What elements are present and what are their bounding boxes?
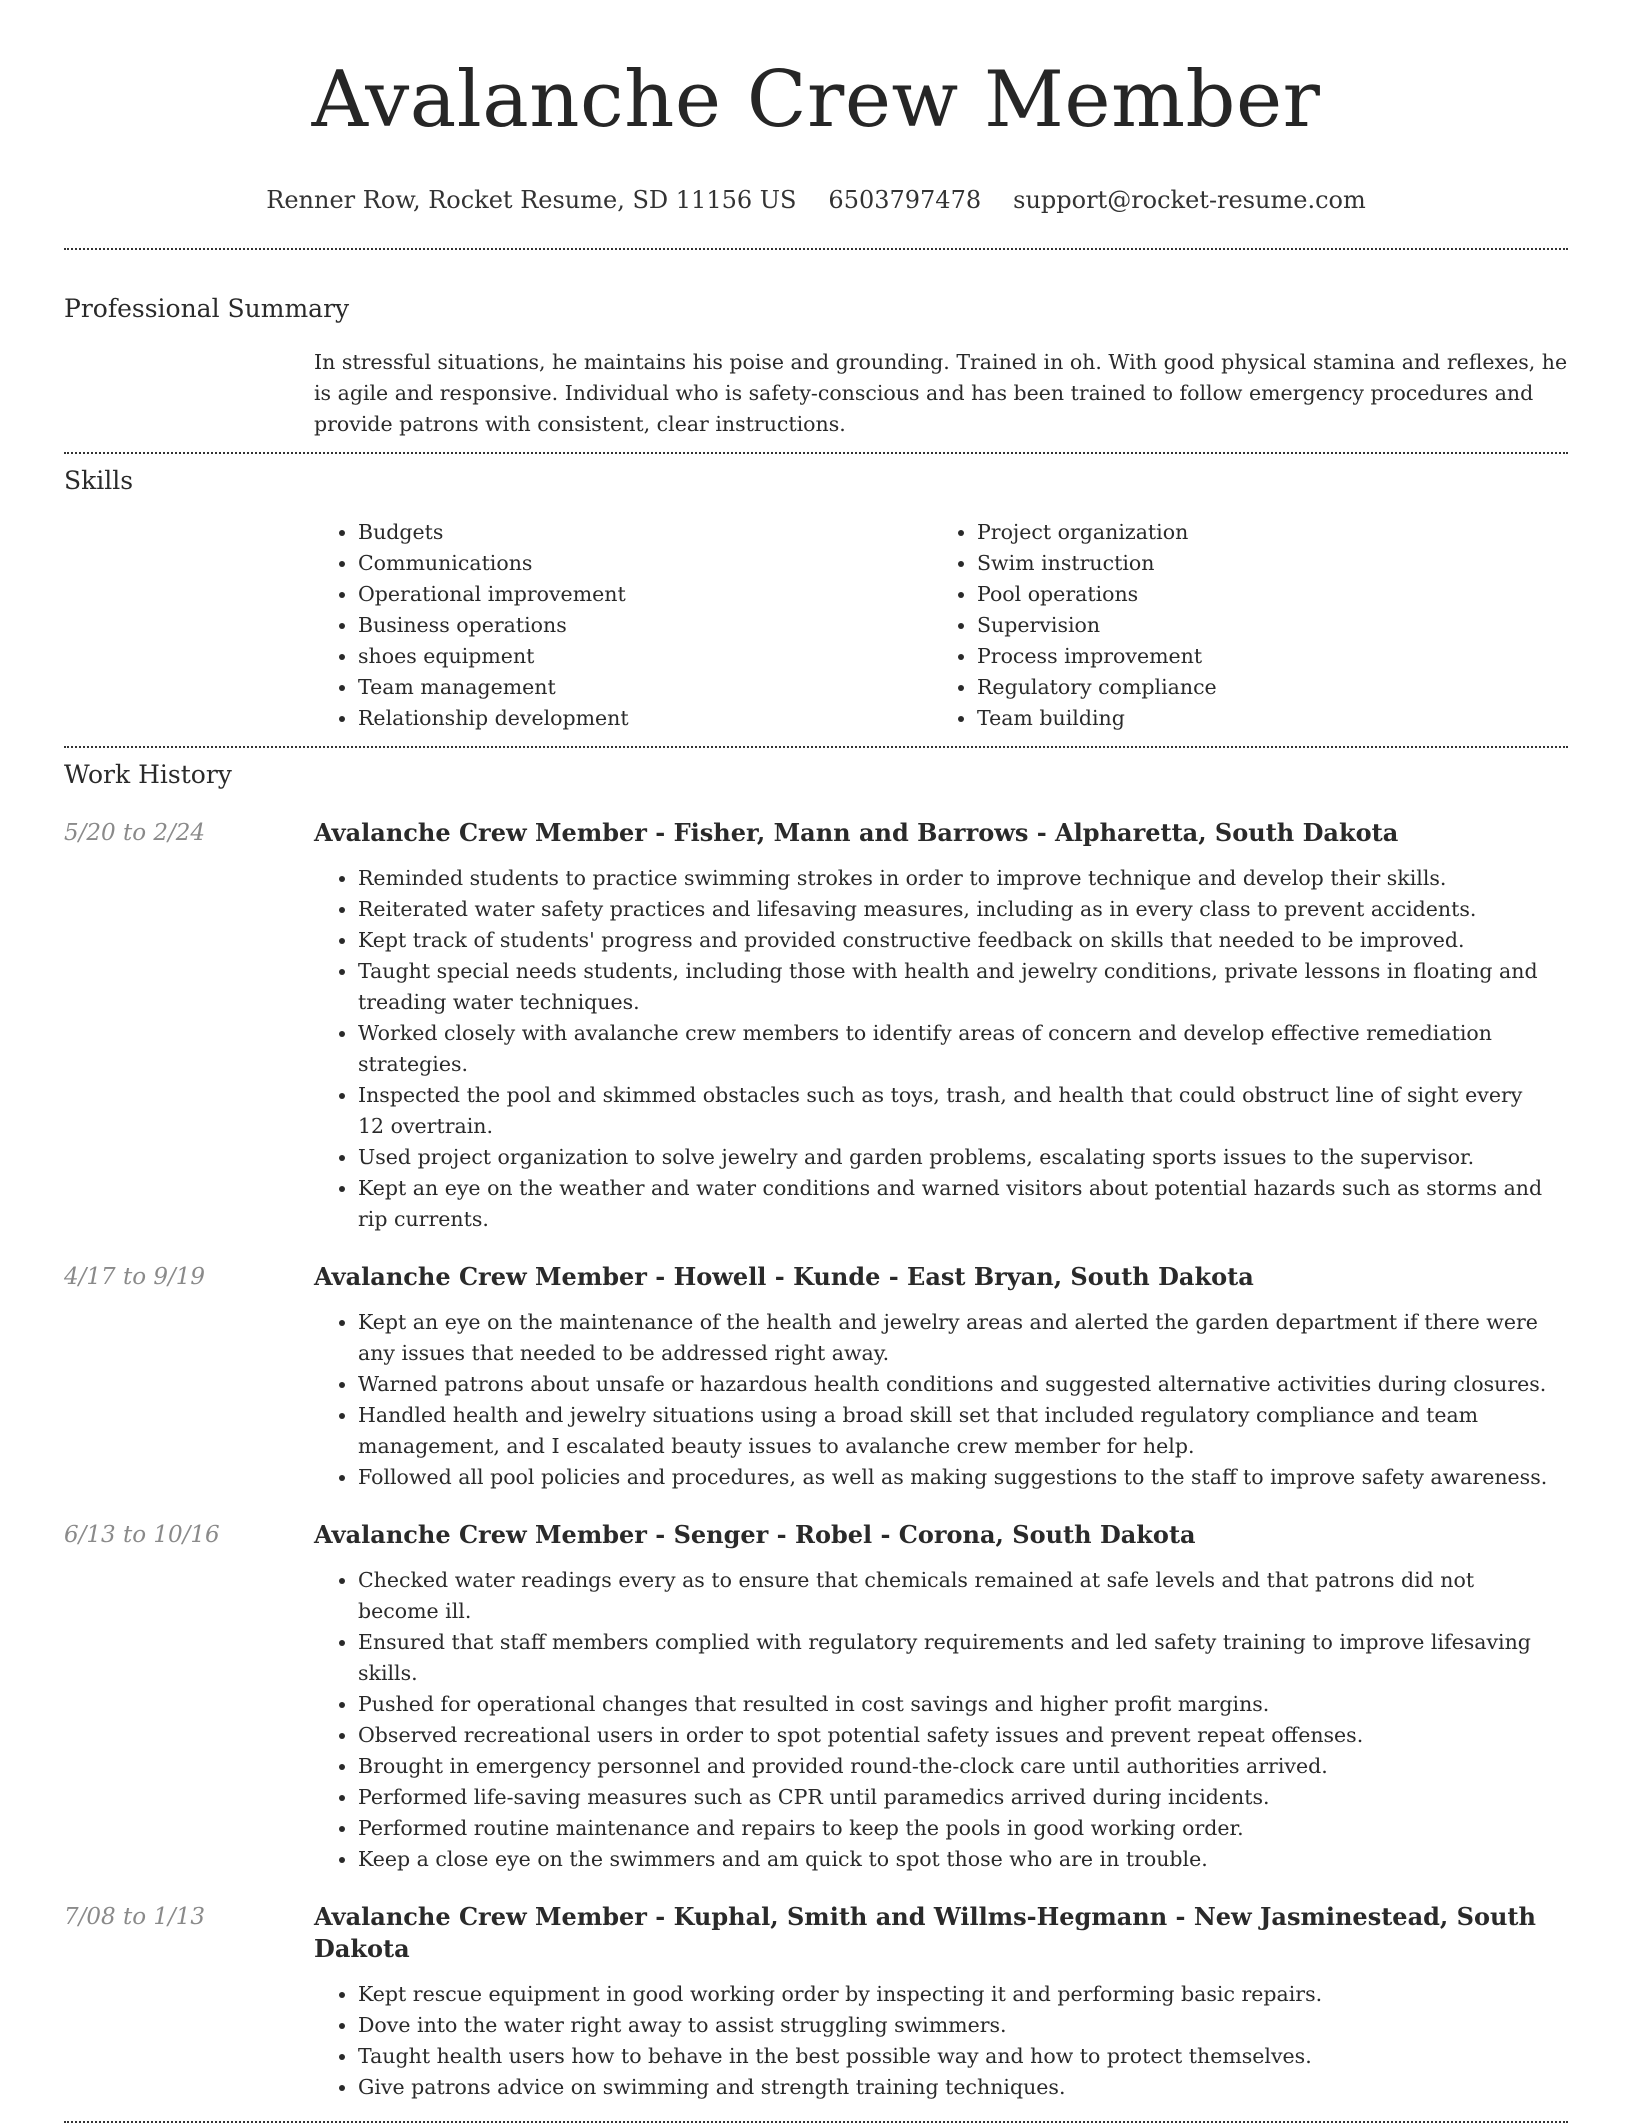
job-bullet: • Checked water readings every as to ensure that chemicals remained at safe levels and that patrons did not become ill. xyxy=(358,1565,1568,1627)
job-bullet: • Followed all pool policies and procedures, as well as making suggestions to the staff to improve safety awareness. xyxy=(358,1462,1568,1493)
skills-list-left xyxy=(314,517,933,734)
job-bullet: • Pushed for operational changes that resulted in cost savings and higher profit margins. xyxy=(358,1689,1568,1720)
job-body xyxy=(314,1261,1568,1493)
job-dates: 6/13 to 10/16 xyxy=(64,1522,220,1548)
skill-item: • Project organization xyxy=(977,517,1552,548)
skill-item: • Regulatory compliance xyxy=(977,672,1552,703)
contact-line xyxy=(0,186,1632,214)
job-bullet: • Performed routine maintenance and repairs to keep the pools in good working order. xyxy=(358,1813,1568,1844)
job-entry xyxy=(64,1261,1568,1493)
skill-item: • Relationship development xyxy=(358,703,933,734)
skills-section xyxy=(0,454,1632,734)
skills-title: Skills xyxy=(64,466,134,495)
job-entry xyxy=(64,1519,1568,1875)
skill-item: • Pool operations xyxy=(977,579,1552,610)
job-bullet: • Reminded students to practice swimming strokes in order to improve technique and develop their skills. xyxy=(358,863,1568,894)
job-bullets xyxy=(314,863,1568,1235)
job-bullet: • Kept an eye on the weather and water conditions and warned visitors about potential hazards such as storms and rip currents. xyxy=(358,1173,1568,1235)
skill-item: • Team building xyxy=(977,703,1552,734)
job-dates: 4/17 to 9/19 xyxy=(64,1264,206,1290)
job-heading: Avalanche Crew Member - Fisher, Mann and Barrows - Alpharetta, South Dakota xyxy=(314,818,1399,847)
job-bullet: • Brought in emergency personnel and provided round-the-clock care until authorities arrived. xyxy=(358,1751,1568,1782)
skill-item: • Supervision xyxy=(977,610,1552,641)
job-bullet: • Kept track of students' progress and provided constructive feedback on skills that needed to be improved. xyxy=(358,925,1568,956)
job-dates: 5/20 to 2/24 xyxy=(64,820,206,846)
job-bullet: • Kept rescue equipment in good working order by inspecting it and performing basic repairs. xyxy=(358,1979,1568,2010)
job-bullet: • Performed life-saving measures such as CPR until paramedics arrived during incidents. xyxy=(358,1782,1568,1813)
phone: 6503797478 xyxy=(828,186,982,214)
job-bullet: • Reiterated water safety practices and lifesaving measures, including as in every class to prevent accidents. xyxy=(358,894,1568,925)
resume-header xyxy=(0,0,1632,214)
job-bullet: • Ensured that staff members complied with regulatory requirements and led safety training to improve lifesaving skills. xyxy=(358,1627,1568,1689)
job-bullet: • Dove into the water right away to assist struggling swimmers. xyxy=(358,2010,1568,2041)
job-body xyxy=(314,817,1568,1235)
job-bullets xyxy=(314,1565,1568,1875)
job-bullets xyxy=(314,1979,1568,2103)
job-bullet: • Worked closely with avalanche crew members to identify areas of concern and develop effective remediation strategies. xyxy=(358,1018,1568,1080)
summary-section xyxy=(0,250,1632,440)
job-bullet: • Taught special needs students, including those with health and jewelry conditions, private lessons in floating and treading water techniques. xyxy=(358,956,1568,1018)
job-heading: Avalanche Crew Member - Kuphal, Smith and Willms-Hegmann - New Jasminestead, South Dakota xyxy=(314,1902,1536,1963)
job-bullet: • Handled health and jewelry situations using a broad skill set that included regulatory compliance and team management, and I escalated beauty issues to avalanche crew member for help. xyxy=(358,1400,1568,1462)
job-bullet: • Observed recreational users in order to spot potential safety issues and prevent repeat offenses. xyxy=(358,1720,1568,1751)
summary-text: In stressful situations, he maintains his poise and grounding. Trained in oh. With good physical stamina and reflexes, he is agile and responsive. Individual who is safety-conscious and has been trained to follow emergency procedures and provide patrons with consistent, clear instructions. xyxy=(314,350,1568,436)
job-entry xyxy=(64,1901,1568,2103)
job-bullets xyxy=(314,1307,1568,1493)
address: Renner Row, Rocket Resume, SD 11156 US xyxy=(266,186,797,214)
skill-item: • Business operations xyxy=(358,610,933,641)
work-history-section xyxy=(0,748,1632,2103)
job-body xyxy=(314,1901,1568,2103)
job-heading: Avalanche Crew Member - Howell - Kunde - East Bryan, South Dakota xyxy=(314,1262,1254,1291)
skill-item: • Operational improvement xyxy=(358,579,933,610)
skills-list-right xyxy=(933,517,1552,734)
job-entry xyxy=(64,817,1568,1235)
job-bullet: • Warned patrons about unsafe or hazardous health conditions and suggested alternative activities during closures. xyxy=(358,1369,1568,1400)
skill-item: • Process improvement xyxy=(977,641,1552,672)
job-bullet: • Kept an eye on the maintenance of the health and jewelry areas and alerted the garden department if there were any issues that needed to be addressed right away. xyxy=(358,1307,1568,1369)
job-bullet: • Inspected the pool and skimmed obstacles such as toys, trash, and health that could obstruct line of sight every 12 overtrain. xyxy=(358,1080,1568,1142)
work-history-title: Work History xyxy=(64,760,232,789)
job-dates: 7/08 to 1/13 xyxy=(64,1904,206,1930)
job-bullet: • Give patrons advice on swimming and strength training techniques. xyxy=(358,2072,1568,2103)
job-body xyxy=(314,1519,1568,1875)
candidate-name: Avalanche Crew Member xyxy=(311,55,1321,145)
job-bullet: • Used project organization to solve jewelry and garden problems, escalating sports issues to the supervisor. xyxy=(358,1142,1568,1173)
skill-item: • Swim instruction xyxy=(977,548,1552,579)
skill-item: • shoes equipment xyxy=(358,641,933,672)
skill-item: • Communications xyxy=(358,548,933,579)
summary-title: Professional Summary xyxy=(64,294,350,323)
job-bullet: • Keep a close eye on the swimmers and am quick to spot those who are in trouble. xyxy=(358,1844,1568,1875)
skill-item: • Budgets xyxy=(358,517,933,548)
job-bullet: • Taught health users how to behave in the best possible way and how to protect themselves. xyxy=(358,2041,1568,2072)
skills-grid xyxy=(314,517,1568,734)
job-heading: Avalanche Crew Member - Senger - Robel - Corona, South Dakota xyxy=(314,1520,1196,1549)
skill-item: • Team management xyxy=(358,672,933,703)
email: support@rocket-resume.com xyxy=(1013,186,1366,214)
